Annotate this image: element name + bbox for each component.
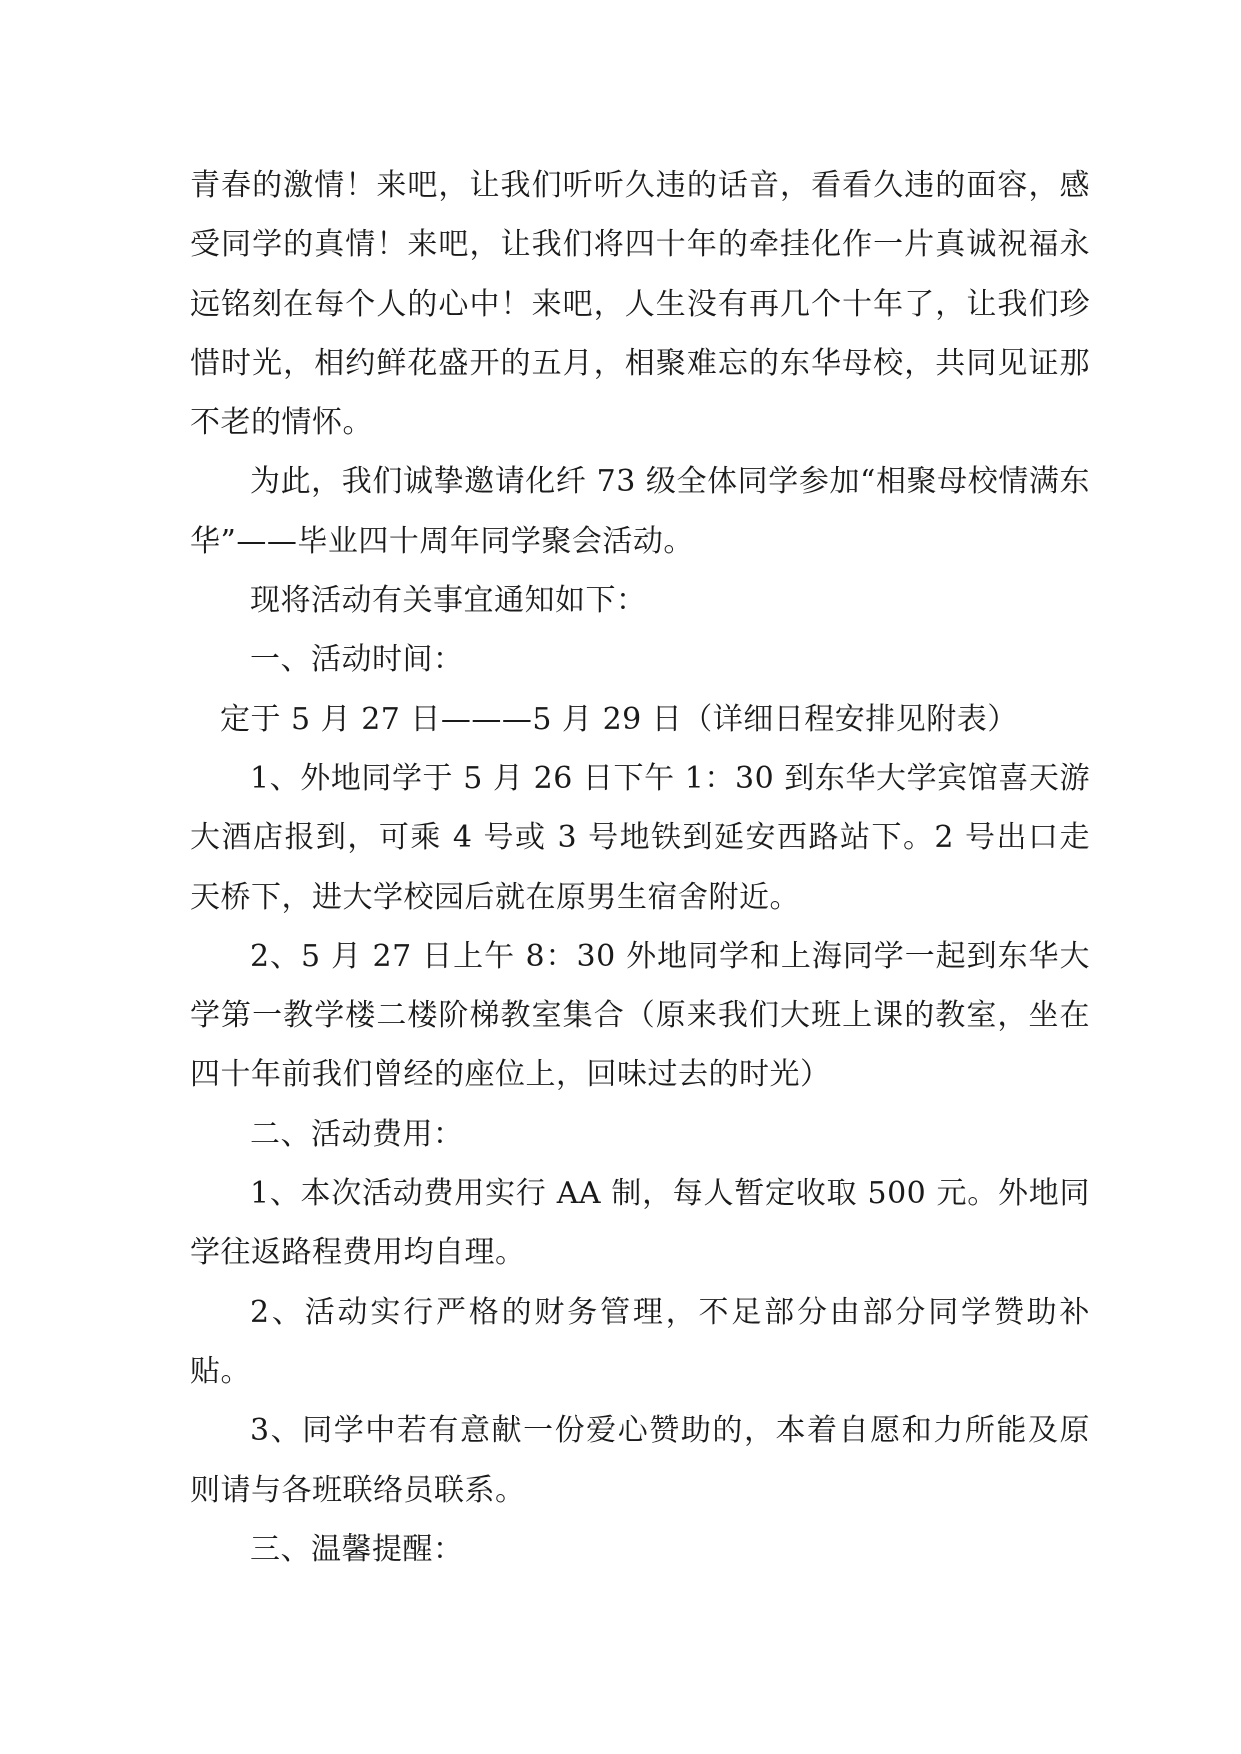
- section-heading-reminder: 三、温馨提醒：: [250, 1531, 464, 1567]
- paragraph-fee-item-2: 2、活动实行严格的财务管理，不足部分由部分同学赞助补贴。: [190, 1294, 1090, 1389]
- paragraph-date-range: 定于 5 月 27 日———5 月 29 日（详细日程安排见附表）: [220, 701, 1018, 737]
- document-body: [190, 156, 1090, 1579]
- paragraph-fee-item-3: 3、同学中若有意献一份爱心赞助的，本着自愿和力所能及原则请与各班联络员联系。: [190, 1413, 1090, 1508]
- paragraph-time-item-2: 2、5 月 27 日上午 8：30 外地同学和上海同学一起到东华大学第一教学楼二楼阶梯教室集合（原来我们大班上课的教室，坐在四十年前我们曾经的座位上，回味过去的时光）: [190, 938, 1090, 1093]
- paragraph-opening-continuation: 青春的激情！来吧，让我们听听久违的话音，看看久违的面容，感受同学的真情！来吧，让我们将四十年的牵挂化作一片真诚祝福永远铭刻在每个人的心中！来吧，人生没有再几个十年了，让我们珍惜时光，相约鲜花盛开的五月，相聚难忘的东华母校，共同见证那不老的情怀。: [190, 168, 1090, 441]
- paragraph-fee-item-1: 1、本次活动费用实行 AA 制，每人暂定收取 500 元。外地同学往返路程费用均自理。: [190, 1176, 1090, 1271]
- paragraph-time-item-1: 1、外地同学于 5 月 26 日下午 1：30 到东华大学宾馆喜天游大酒店报到，可乘 4 号或 3 号地铁到延安西路站下。2 号出口走天桥下，进大学校园后就在原男生宿舍附近。: [190, 760, 1090, 915]
- section-heading-fees: 二、活动费用：: [250, 1116, 464, 1152]
- section-heading-time: 一、活动时间：: [250, 642, 464, 678]
- paragraph-notice-intro: 现将活动有关事宜通知如下：: [250, 583, 647, 619]
- paragraph-invitation: 为此，我们诚挚邀请化纤 73 级全体同学参加“相聚母校情满东华”——毕业四十周年同学聚会活动。: [190, 464, 1090, 559]
